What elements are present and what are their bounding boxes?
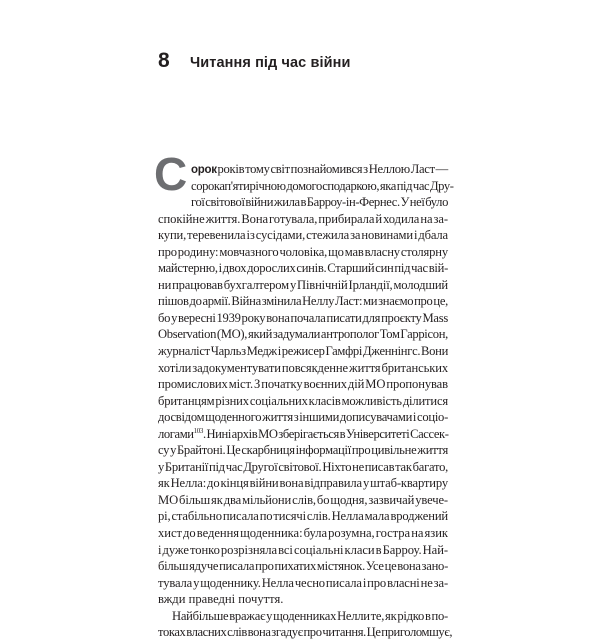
text-line: хотіли задокументувати повсякденне життя британських [158,360,448,375]
text-line: сорокап'ятирічною домогосподаркою, яка під час Дру- [191,178,454,193]
text-line: логами$^{103}$. Нині архів МО зберігається в Університеті Сассек- [158,426,449,441]
text-line: токах власних слів вона згадує про читання. Це приголомшує, [158,625,453,640]
text-line: майстерню, і двох дорослих синів. Старший син під час вій- [158,261,448,276]
text-line: британцям різних соціальних класів можливість ділитися [158,393,448,408]
text-line: Observation (МО), який задумали антрополог Том Гаррісон, [158,327,448,342]
text-line: ни працював бухгалтером у Північній Ірландії, молодший [158,277,448,292]
text-line: і дуже тонко розрізняла всі соціальні класи в Барроу. Най- [158,542,448,557]
chapter-title: Читання під час війни [190,55,351,71]
text-line: МО більш як два мільйони слів, бо щодня, зазвичай увече- [158,492,448,507]
text-line: гої світової війни жила в Барроу-ін-Фернес. У неї було [191,195,448,210]
text-line: хист до ведення щоденника: була розумна, гостра на язик [158,526,448,541]
text-line: досвідом щоденного життя з іншими дописувачами і соціо- [158,410,448,425]
body-text [158,161,454,641]
text-line: вжди праведні почуття. [158,592,284,607]
text-line: промислових міст. З початку воєнних дій МО пропонував [158,377,448,392]
text-line: у Британії під час Другої світової. Ніхто не писав так багато, [158,459,448,474]
text-line: бо у вересні 1939 року вона почала писати для проєкту Mass [158,310,448,325]
text-line: купи, теревенила із сусідами, стежила за новинами і дбала [158,228,448,243]
text-line: про родину: мовчазного чоловіка, що мав власну столярну [158,244,448,259]
drop-cap: С [154,148,188,200]
text-line: тувала у щоденнику. Нелла чесно писала і про власні не за- [158,575,448,590]
footnote-ref: 103 [193,426,203,435]
text-line: журналіст Чарльз Медж і режисер Гамфрі Дженнінгс. Вони [158,344,448,359]
lead-word: орок [191,164,217,176]
text-line: су у Брайтоні. Це скарбниця інформації про цивільне життя [158,443,448,458]
text-line: як Нелла: до кінця війни вона відправила у штаб-квартиру [158,476,448,491]
text-line: спокійне життя. Вона готувала, прибирала й ходила на за- [158,211,448,226]
text-line: пішов до армії. Війна змінила Неллу Ласт: ми знаємо про це, [158,294,448,309]
text-line: більш ядуче писала про пихатих містянок. Усе це вона зано- [158,559,448,574]
text-line: рі, стабільно писала по тисячі слів. Нелла мала вроджений [158,509,448,524]
text-line: орок років тому світ познайомився з Неллою Ласт — [191,162,448,176]
text-line: Найбільше вражає у щоденниках Нелли те, як рідко в по- [172,608,448,623]
chapter-header [158,49,351,73]
chapter-number: 8 [158,49,170,72]
